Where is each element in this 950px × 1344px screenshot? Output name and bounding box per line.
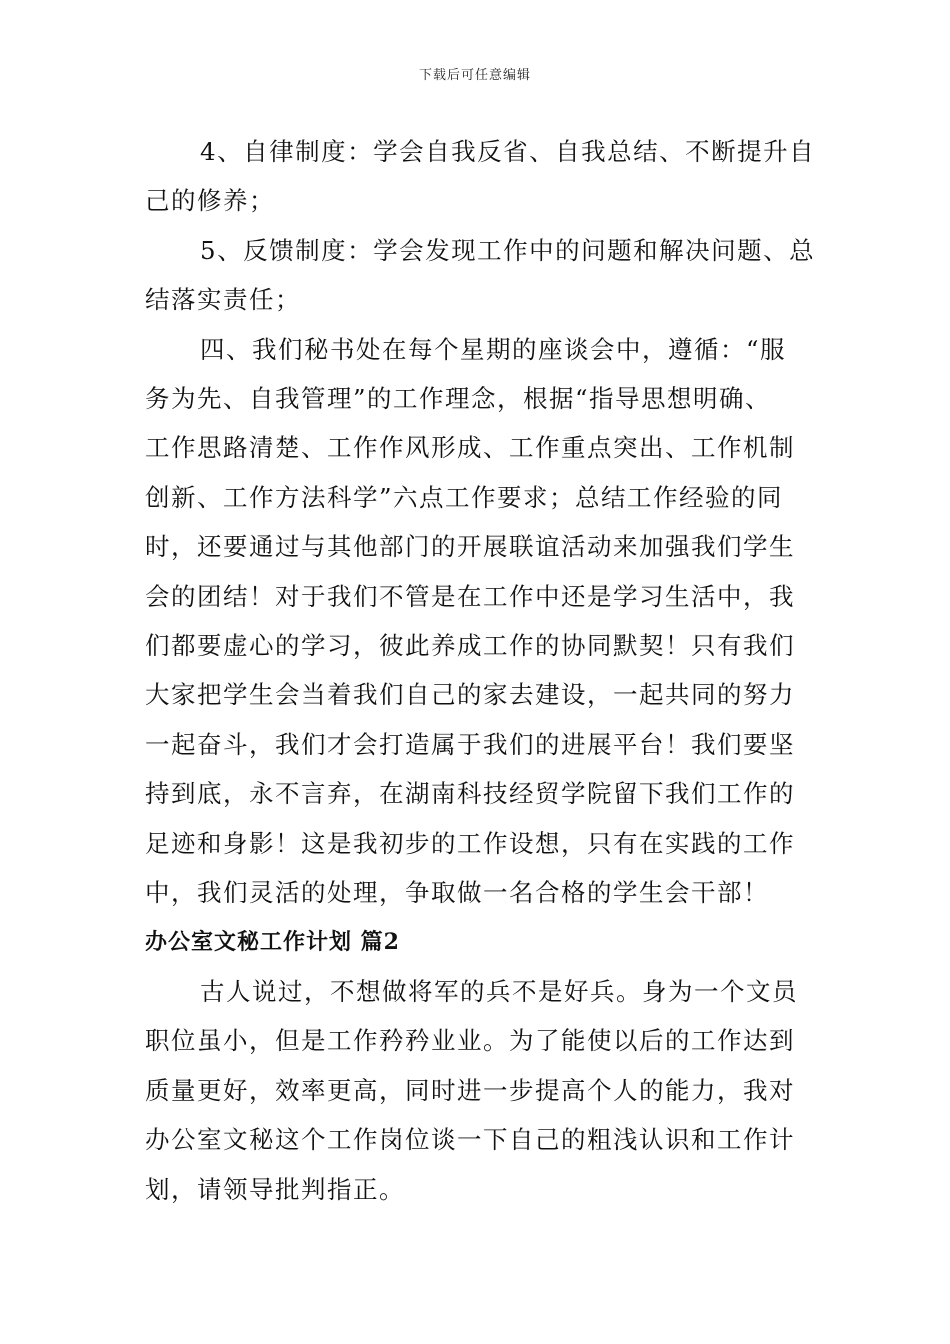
text-line: 4、自律制度：学会自我反省、自我总结、不断提升自	[200, 137, 816, 166]
text-line: 工作思路清楚、工作作风形成、工作重点突出、工作机制	[145, 433, 795, 463]
text-line: 四、我们秘书处在每个星期的座谈会中，遵循：“服	[200, 334, 787, 364]
text-line: 己的修养；	[145, 186, 275, 216]
text-line: 创新、工作方法科学”六点工作要求；总结工作经验的同	[145, 482, 784, 512]
text-line: 一起奋斗，我们才会打造属于我们的进展平台！我们要坚	[145, 729, 795, 759]
text-line: 办公室文秘这个工作岗位谈一下自己的粗浅认识和工作计	[145, 1125, 795, 1155]
paragraph-self-discipline	[145, 127, 816, 226]
text-line: 务为先、自我管理”的工作理念，根据“指导思想明确、	[145, 384, 772, 414]
paragraph-secretariat	[145, 325, 810, 918]
section-heading: 办公室文秘工作计划 篇2	[145, 928, 400, 955]
paragraph-feedback	[145, 226, 816, 325]
text-line: 质量更好，效率更高，同时进一步提高个人的能力，我对	[145, 1075, 795, 1105]
text-line: 时，还要通过与其他部门的开展联谊活动来加强我们学生	[145, 532, 795, 562]
text-line: 古人说过，不想做将军的兵不是好兵。身为一个文员	[200, 976, 798, 1006]
text-line: 持到底，永不言弃，在湖南科技经贸学院留下我们工作的	[145, 779, 795, 809]
text-line: 们都要虚心的学习，彼此养成工作的协同默契！只有我们	[145, 631, 795, 661]
text-line: 职位虽小，但是工作矜矜业业。为了能使以后的工作达到	[145, 1026, 795, 1056]
text-line: 会的团结！对于我们不管是在工作中还是学习生活中，我	[145, 581, 795, 611]
text-line: 划，请领导批判指正。	[145, 1174, 405, 1204]
document-body	[145, 127, 816, 1214]
paragraph-intro	[145, 967, 810, 1214]
text-line: 中，我们灵活的处理，争取做一名合格的学生会干部！	[145, 878, 769, 908]
page-header: 下载后可任意编辑	[418, 68, 531, 83]
text-line: 5、反馈制度：学会发现工作中的问题和解决问题、总	[200, 235, 816, 265]
text-line: 足迹和身影！这是我初步的工作设想，只有在实践的工作	[145, 828, 795, 858]
text-line: 结落实责任；	[145, 285, 301, 315]
text-line: 大家把学生会当着我们自己的家去建设，一起共同的努力	[145, 680, 795, 710]
